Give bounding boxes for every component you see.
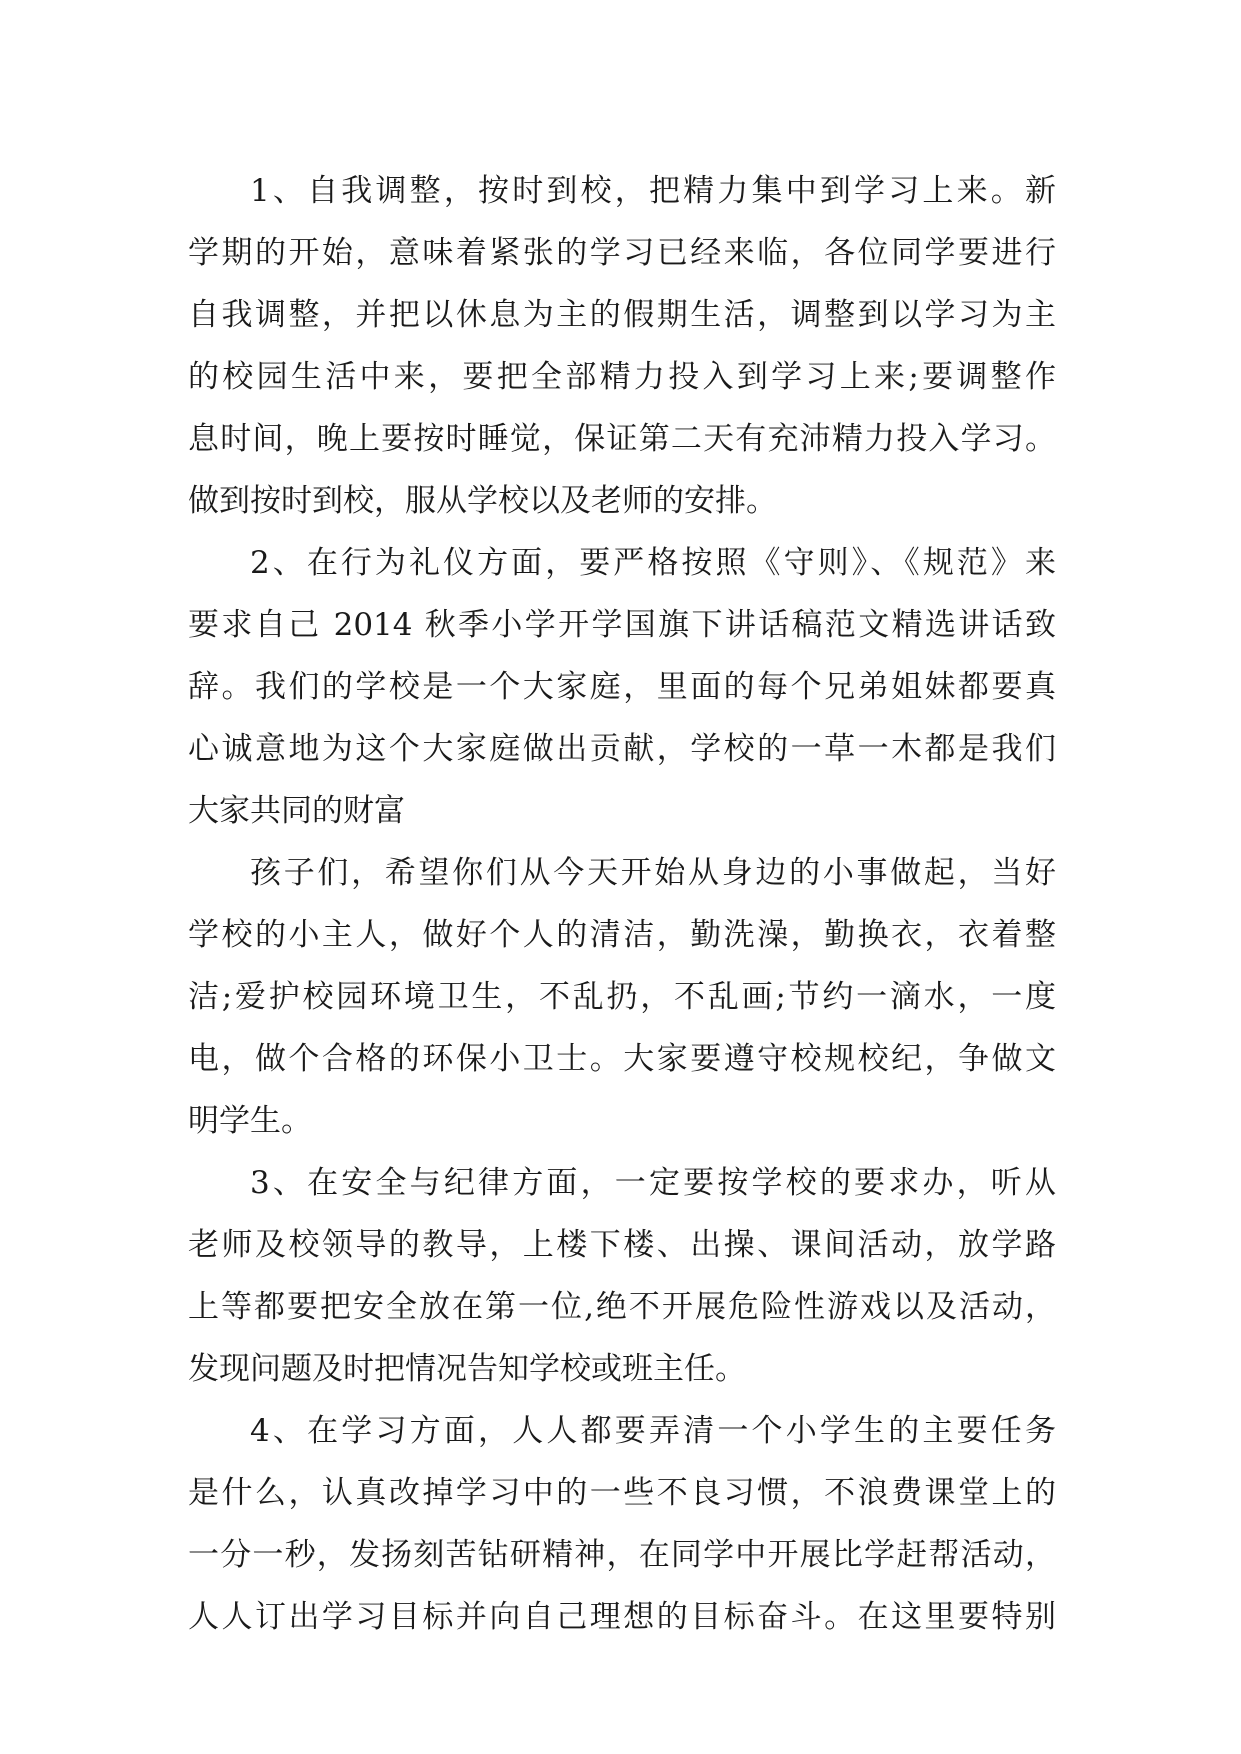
paragraph-4-line-2: 老师及校领导的教导，上楼下楼、出操、课间活动，放学路 [188, 1227, 1056, 1263]
paragraph-3-line-5: 明学生。 [188, 1103, 312, 1139]
paragraph-1-line-5: 息时间，晚上要按时睡觉，保证第二天有充沛精力投入学习。 [188, 421, 1056, 457]
paragraph-5-line-1: 4、在学习方面，人人都要弄清一个小学生的主要任务 [250, 1413, 1056, 1449]
paragraph-4-line-3: 上等都要把安全放在第一位,绝不开展危险性游戏以及活动， [188, 1289, 1056, 1325]
paragraph-2-line-2: 要求自己 2014 秋季小学开学国旗下讲话稿范文精选讲话致 [188, 607, 1056, 643]
paragraph-4-line-1: 3、在安全与纪律方面，一定要按学校的要求办，听从 [250, 1165, 1056, 1201]
paragraph-3-line-2: 学校的小主人，做好个人的清洁，勤洗澡，勤换衣，衣着整 [188, 917, 1056, 953]
paragraph-5-line-4: 人人订出学习目标并向自己理想的目标奋斗。在这里要特别 [188, 1599, 1056, 1635]
paragraph-1-line-1: 1、自我调整，按时到校，把精力集中到学习上来。新 [250, 173, 1056, 209]
paragraph-2-line-3: 辞。我们的学校是一个大家庭，里面的每个兄弟姐妹都要真 [188, 669, 1056, 705]
paragraph-5-line-2: 是什么，认真改掉学习中的一些不良习惯，不浪费课堂上的 [188, 1475, 1056, 1511]
paragraph-1-line-4: 的校园生活中来，要把全部精力投入到学习上来;要调整作 [188, 359, 1056, 395]
paragraph-2-line-5: 大家共同的财富 [188, 793, 405, 829]
paragraph-2-line-1: 2、在行为礼仪方面，要严格按照《守则》、《规范》来 [250, 545, 1056, 581]
paragraph-2-line-4: 心诚意地为这个大家庭做出贡献，学校的一草一木都是我们 [188, 731, 1056, 767]
document-body [188, 160, 1056, 1648]
paragraph-3-line-3: 洁;爱护校园环境卫生，不乱扔，不乱画;节约一滴水，一度 [188, 979, 1056, 1015]
paragraph-5-line-3: 一分一秒，发扬刻苦钻研精神，在同学中开展比学赶帮活动， [188, 1537, 1056, 1573]
paragraph-1-line-6: 做到按时到校，服从学校以及老师的安排。 [188, 483, 777, 519]
paragraph-1-line-3: 自我调整，并把以休息为主的假期生活，调整到以学习为主 [188, 297, 1056, 333]
paragraph-3-line-4: 电，做个合格的环保小卫士。大家要遵守校规校纪，争做文 [188, 1041, 1056, 1077]
paragraph-1-line-2: 学期的开始，意味着紧张的学习已经来临，各位同学要进行 [188, 235, 1056, 271]
paragraph-3-line-1: 孩子们，希望你们从今天开始从身边的小事做起，当好 [250, 855, 1056, 891]
paragraph-4-line-4: 发现问题及时把情况告知学校或班主任。 [188, 1351, 746, 1387]
